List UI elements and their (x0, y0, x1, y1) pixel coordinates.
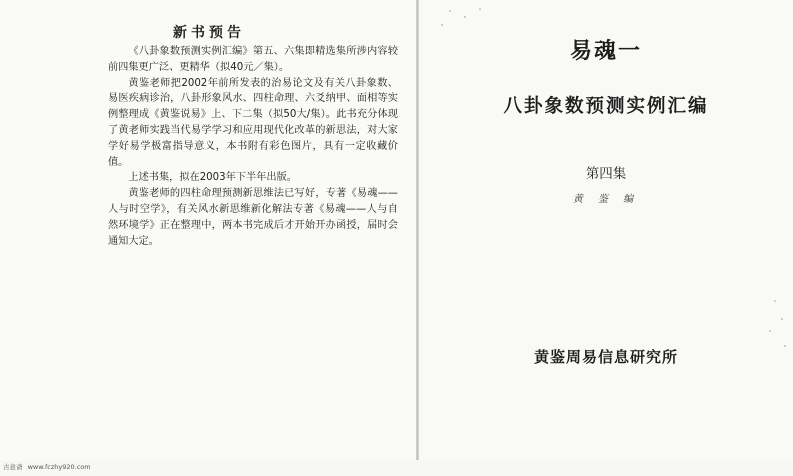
scan-speck (449, 10, 451, 12)
footer-url[interactable]: www.fczhy920.com (27, 463, 91, 471)
announcement-paragraph-4: 黄鉴老师的四柱命理预测新思维法已写好，专著《易魂——人与时空学》，有关风水新思维新化解法专著《易魂——人与自然环境学》正在整理中，两本书完成后才开始开办函授，届时会通知大定。 (108, 188, 398, 247)
announcement-title: 新书预告 (173, 25, 245, 41)
cover-author: 黄 鉴 编 (572, 194, 640, 205)
scan-speck (781, 318, 783, 320)
scan-speck (464, 16, 466, 18)
announcement-body (108, 44, 398, 249)
cover-title: 易魂一 (569, 39, 642, 64)
scan-speck (441, 24, 443, 26)
announcement-paragraph-3: 上述书集，拟在2003年下半年出版。 (128, 172, 297, 184)
scan-speck (774, 300, 776, 302)
cover-publisher: 黄鉴周易信息研究所 (533, 348, 678, 366)
scan-speck (479, 8, 481, 10)
footer-site-name: 古意斋 (3, 463, 23, 471)
announcement-paragraph-1: 《八卦象数预测实例汇编》第五、六集即精选集所涉内容较前四集更广泛、更精华（拟40元／集）。 (108, 46, 398, 73)
announcement-paragraph-2: 黄鉴老师把2002年前所发表的治易论文及有关八卦象数、易医疾病诊治，八卦形象风水、四柱命理、六爻纳甲、面相等实例整理成《黄鉴说易》上、下二集（拟50大/集）。此书充分体现了黄老师实践当代易学学习和应用现代化改革的新思法，对大家学好易学极富指导意义，本书附有彩色图片，具有一定收藏价值。 (108, 77, 398, 168)
cover-volume: 第四集 (585, 166, 627, 182)
cover-subtitle: 八卦象数预测实例汇编 (503, 96, 709, 117)
scan-speck (769, 330, 771, 332)
site-footer (3, 462, 94, 471)
right-page (419, 0, 793, 460)
